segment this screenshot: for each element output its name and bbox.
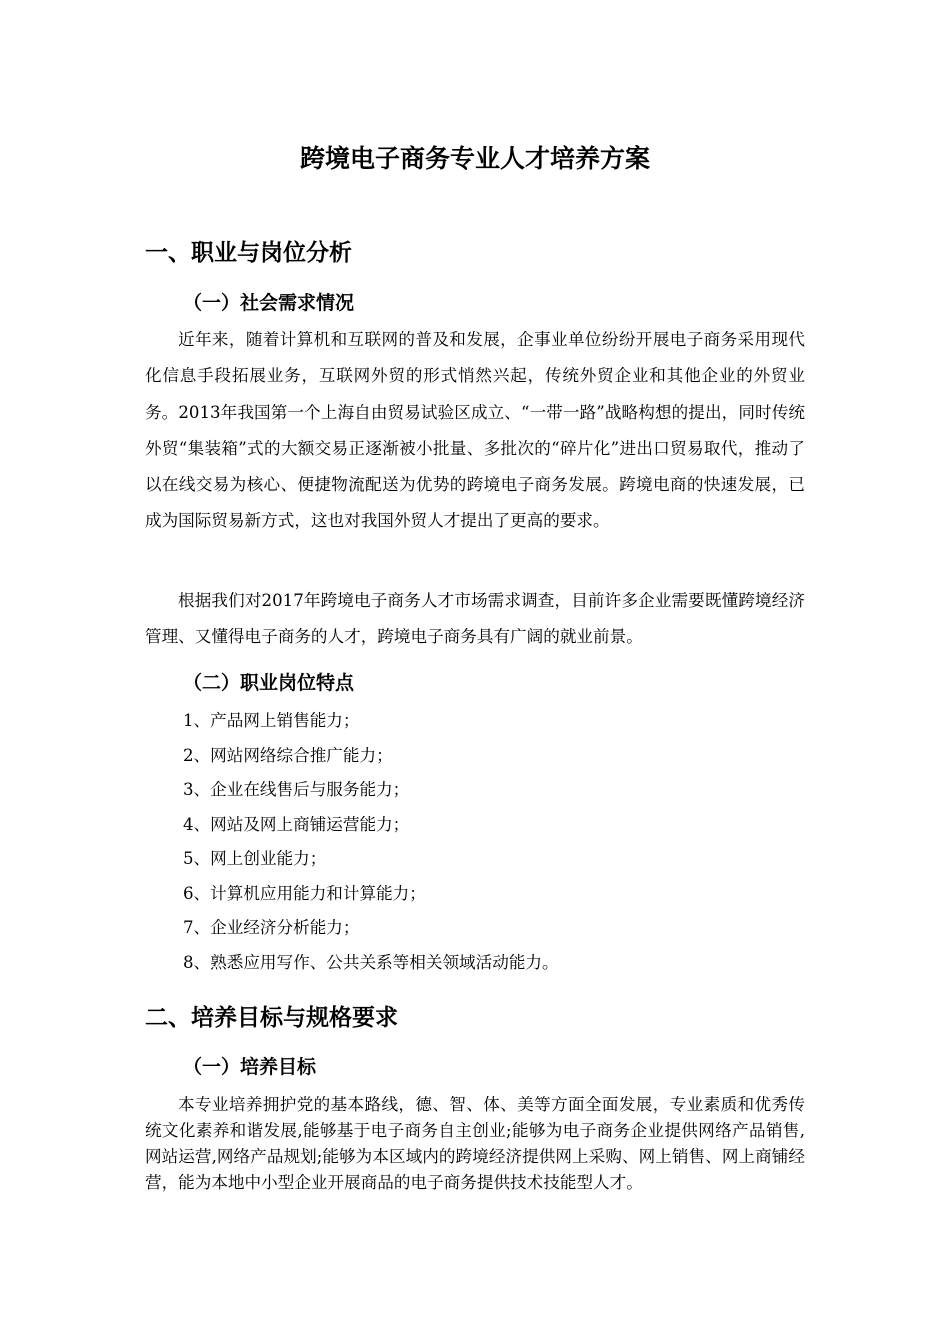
list-item: 6、计算机应用能力和计算能力； <box>183 883 426 903</box>
list-item: 3、企业在线售后与服务能力； <box>183 780 410 799</box>
list-item: 5、网上创业能力； <box>183 849 327 868</box>
subsection-heading-training-objective: （一）培养目标 <box>183 1056 317 1078</box>
list-item: 1、产品网上销售能力； <box>183 711 360 730</box>
subsection-heading-job-features: （二）职业岗位特点 <box>183 672 355 694</box>
section-heading-training-goals: 二、培养目标与规格要求 <box>145 1005 398 1031</box>
paragraph-social-demand-1: 近年来，随着计算机和互联网的普及和发展，企事业单位纷纷开展电子商务采用现代化信息手段拓展业务，互联网外贸的形式悄然兴起，传统外贸企业和其他企业的外贸业务。2013年我国第一个上海自由贸易试验区成立、“一带一路”战略构想的提出，同时传统外贸“集装箱”式的大额交易正逐渐被小批量、多批次的“碎片化”进出口贸易取代，推动了以在线交易为核心、便捷物流配送为优势的跨境电子商务发展。跨境电商的快速发展，已成为国际贸易新方式，这也对我国外贸人才提出了更高的要求。 <box>145 330 805 531</box>
paragraph-training-objective: 本专业培养拥护党的基本路线，德、智、体、美等方面全面发展，专业素质和优秀传统文化素养和谐发展,能够基于电子商务自主创业;能够为电子商务企业提供网络产品销售,网站运营,网络产品规划;能够为本区域内的跨境经济提供网上采购、网上销售、网上商铺经营，能为本地中小型企业开展商品的电子商务提供技术技能型人才。 <box>145 1095 805 1192</box>
section-heading-career-analysis: 一、职业与岗位分析 <box>145 240 352 266</box>
list-item: 4、网站及网上商铺运营能力； <box>183 814 410 834</box>
subsection-heading-social-demand: （一）社会需求情况 <box>183 292 355 314</box>
document-title: 跨境电子商务专业人才培养方案 <box>299 144 650 173</box>
list-item: 7、企业经济分析能力； <box>183 918 360 937</box>
job-features-list <box>183 704 559 980</box>
list-item: 8、熟悉应用写作、公共关系等相关领域活动能力。 <box>183 952 559 972</box>
list-item: 2、网站网络综合推广能力； <box>183 745 393 765</box>
paragraph-social-demand-2: 根据我们对2017年跨境电子商务人才市场需求调查，目前许多企业需要既懂跨境经济管理、又懂得电子商务的人才，跨境电子商务具有广阔的就业前景。 <box>145 591 805 647</box>
